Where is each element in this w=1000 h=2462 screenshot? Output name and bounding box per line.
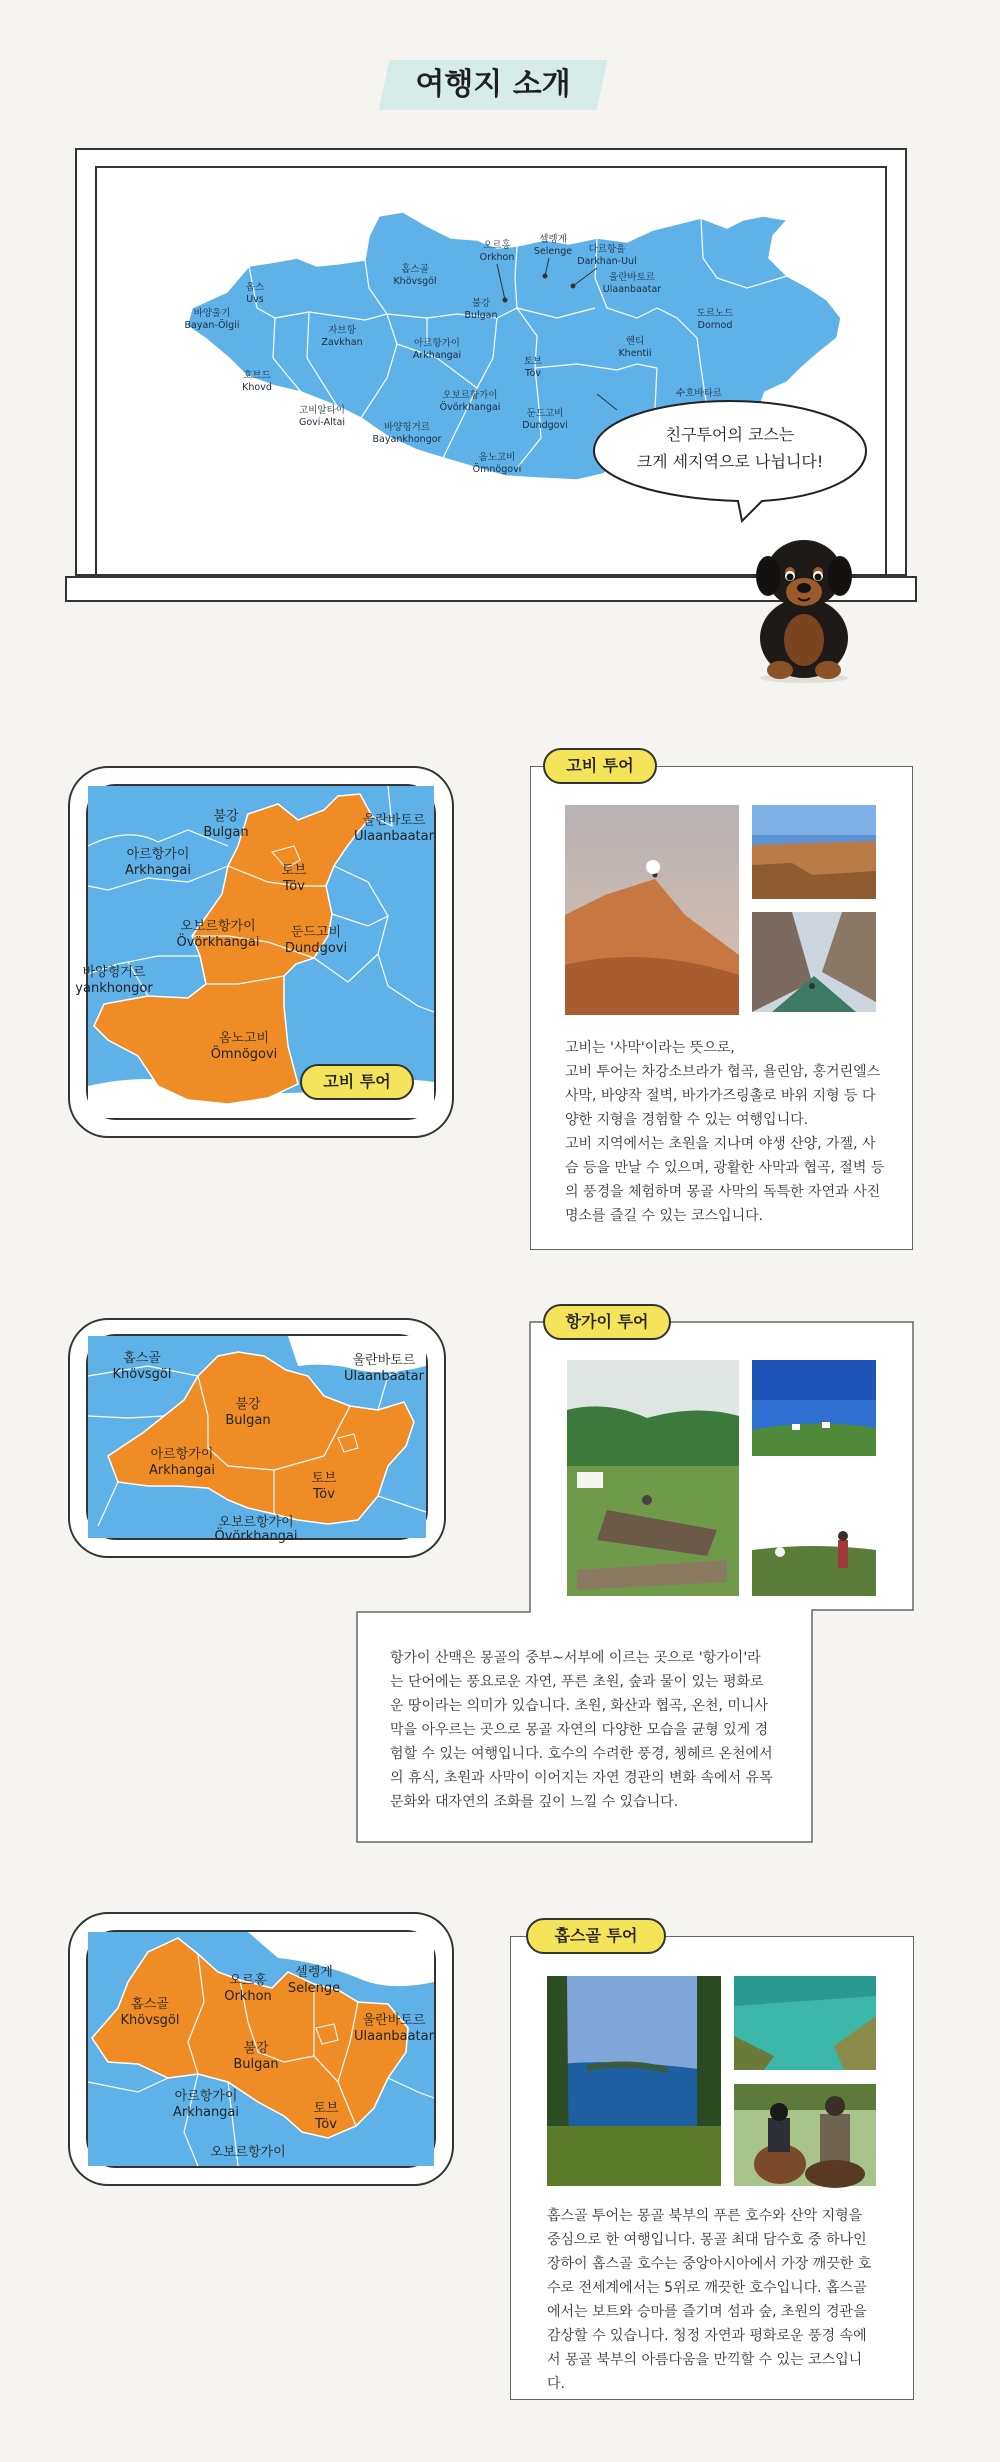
gobi-canyon-photo — [752, 805, 876, 899]
map-label: Selenge — [287, 1981, 341, 1996]
khovsgol-riding-photo — [734, 2084, 876, 2186]
region-label: Bayan-Ölgii — [184, 320, 240, 331]
map-label: 둔드고비 — [290, 925, 342, 940]
map-label: Arkhangai — [124, 863, 192, 878]
khovsgol-shore-photo — [734, 1976, 876, 2070]
map-label: Övörkhangai — [176, 935, 260, 950]
map-label: Töv — [283, 879, 305, 894]
region-label: Khovd — [242, 382, 272, 393]
map-label: Ulaanbaatar — [354, 829, 434, 844]
region-label: Khentii — [618, 348, 652, 359]
region-label: 옵스 — [245, 282, 265, 293]
region-label: 오르홍 — [483, 240, 511, 251]
map-label: 토브 — [311, 1471, 337, 1486]
khovsgol-lake-photo — [547, 1976, 721, 2186]
region-label: Ulaanbaatar — [602, 284, 662, 295]
region-label: 자브항 — [328, 325, 356, 336]
region-label: 바양울기 — [193, 308, 231, 319]
region-label: Töv — [525, 368, 541, 379]
gobi-map-badge[interactable]: 고비 투어 — [300, 1064, 414, 1100]
map-label: yankhongor — [75, 981, 153, 996]
map-label: Arkhangai — [148, 1463, 216, 1478]
region-label: 도르노드 — [696, 308, 734, 319]
region-label: Uvs — [246, 294, 264, 305]
region-label: Dornod — [697, 320, 733, 331]
map-label: 토브 — [313, 2101, 339, 2116]
region-label: Bulgan — [464, 310, 498, 321]
map-label: Orkhon — [224, 1989, 272, 2004]
map-label: 옴노고비 — [218, 1031, 270, 1046]
map-label: 불강 — [243, 2041, 269, 2056]
map-label: 오보르항가이 — [210, 2145, 286, 2160]
region-label: 고비알타이 — [299, 405, 345, 416]
region-label: Bayankhongor — [372, 434, 442, 445]
map-label: 울란바토르 — [352, 1353, 416, 1368]
map-label: Töv — [313, 1487, 335, 1502]
hangai-hotspring-photo — [567, 1360, 739, 1596]
region-label: 토브 — [523, 356, 543, 367]
map-label: 불강 — [213, 809, 239, 824]
region-label: 호브드 — [243, 370, 271, 381]
map-label: Ulaanbaatar — [344, 1369, 424, 1384]
region-label: Orkhon — [479, 252, 515, 263]
hangai-tour-label[interactable]: 항가이 투어 — [543, 1304, 671, 1340]
map-label: Övörkhangai — [214, 1529, 298, 1544]
region-label: Övörkhangai — [439, 402, 501, 413]
map-label: Arkhangai — [172, 2105, 240, 2120]
gobi-valley-photo — [752, 912, 876, 1012]
region-label: Selenge — [533, 246, 573, 257]
map-label: Bulgan — [203, 825, 249, 840]
region-label: Darkhan-Uul — [577, 256, 637, 267]
khovsgol-description: 홉스골 투어는 몽골 북부의 푸른 호수와 산악 지형을 중심으로 한 여행입니다. 몽골 최대 담수호 중 하나인 장하이 홉스골 호수는 중앙아시아에서 가장 깨끗한 호수로 전세계에서는 5위로 깨끗한 호수입니다. 홉스골에서는 보트와 승마를 즐기며 섬과 숲, 초원의 경관을 감상할 수 있습니다. 청정 자연과 평화로운 풍경 속에서 몽골 북부의 아름다움을 만끽할 수 있는 코스입니다. — [547, 2208, 872, 2392]
map-label: 아르항가이 — [126, 847, 190, 862]
region-label: 다르항울 — [588, 244, 626, 255]
map-label: Ulaanbaatar — [354, 2029, 434, 2044]
region-label: Ömnögovi — [472, 464, 522, 475]
map-label: Ömnögovi — [210, 1047, 278, 1062]
hangai-steppe-photo — [752, 1494, 876, 1596]
map-label: Khövsgöl — [112, 1367, 172, 1382]
region-label: 수흐바타르 — [676, 388, 722, 399]
map-label: Bulgan — [225, 1413, 271, 1428]
map-label: Dundgovi — [284, 941, 348, 956]
region-label: 불강 — [471, 298, 491, 309]
region-label: 둔드고비 — [526, 408, 564, 419]
region-label: Zavkhan — [321, 337, 363, 348]
map-label: 울란바토르 — [362, 2013, 426, 2028]
khovsgol-map-labels — [88, 1932, 434, 2166]
map-label: 홉스골 — [123, 1351, 161, 1366]
map-label: Khövsgöl — [120, 2013, 180, 2028]
map-label: Bulgan — [233, 2057, 279, 2072]
region-label: Khövsgöl — [393, 276, 437, 287]
region-label: 셀렝게 — [539, 234, 567, 245]
page-title: 여행지 소개 — [415, 67, 571, 102]
map-label: 오르홍 — [229, 1973, 267, 1988]
dog-mascot-image — [752, 528, 856, 684]
khovsgol-tour-label[interactable]: 홉스골 투어 — [526, 1918, 666, 1954]
map-label: 울란바토르 — [362, 813, 426, 828]
region-label: Dundgovi — [522, 420, 568, 431]
region-label: Govi-Altai — [299, 417, 345, 428]
region-label: Arkhangai — [412, 350, 462, 361]
region-label: 울란바토르 — [609, 272, 655, 283]
map-label: 아르항가이 — [174, 2089, 238, 2104]
map-label: 오보르항가이 — [180, 919, 256, 934]
gobi-tour-label[interactable]: 고비 투어 — [543, 748, 657, 784]
map-label: 아르항가이 — [150, 1447, 214, 1462]
gobi-description: 고비는 '사막'이라는 뜻으로, 고비 투어는 차강소브라가 협곡, 욜린암, 홍거린엘스 사막, 바양작 절벽, 바가가즈링촐로 바위 지형 등 다양한 지형을 경험할 수 있는 여행입니다. 고비 지역에서는 초원을 지나며 야생 산양, 가젤, 사슴 등을 만날 수 있으며, 광활한 사막과 협곡, 절벽 등의 풍경을 체험하며 몽골 사막의 독특한 자연과 사진 명소를 즐길 수 있는 코스입니다. — [565, 1040, 885, 1224]
region-label: 헨티 — [625, 336, 645, 347]
gobi-dune-photo — [565, 805, 739, 1015]
speech-text: 친구투어의 코스는 크게 세지역으로 나뉩니다! — [636, 425, 824, 471]
region-label: 옴노고비 — [478, 452, 516, 463]
map-label: 홉스골 — [131, 1997, 169, 2012]
hangai-sky-photo — [752, 1360, 876, 1456]
khovsgol-map — [86, 1930, 436, 2168]
region-label: 오보르항가이 — [442, 390, 498, 401]
map-label: 셀렝게 — [295, 1965, 333, 1980]
region-label: 아르항가이 — [414, 338, 460, 349]
map-label: 오보르항가이 — [218, 1515, 294, 1530]
map-label: 바양헝거르 — [82, 965, 146, 980]
map-label: 불강 — [235, 1397, 261, 1412]
region-label: 홉스골 — [401, 264, 429, 275]
hangai-description: 항가이 산맥은 몽골의 중부~서부에 이르는 곳으로 '항가이'라는 단어에는 풍요로운 자연, 푸른 초원, 숲과 물이 있는 평화로운 땅이라는 의미가 있습니다. 초원, 화산과 협곡, 온천, 미니사막을 아우르는 곳으로 몽골 자연의 다양한 모습을 균형 있게 경험할 수 있는 여행입니다. 호수의 수려한 풍경, 쳉헤르 온천에서의 휴식, 초원과 사막이 이어지는 자연 경관의 변화 속에서 유목 문화와 대자연의 조화를 깊이 느낄 수 있습니다. — [390, 1650, 773, 1810]
map-label: 토브 — [281, 863, 307, 878]
region-label: 바양헝거르 — [384, 422, 430, 433]
map-label: Töv — [315, 2117, 337, 2132]
